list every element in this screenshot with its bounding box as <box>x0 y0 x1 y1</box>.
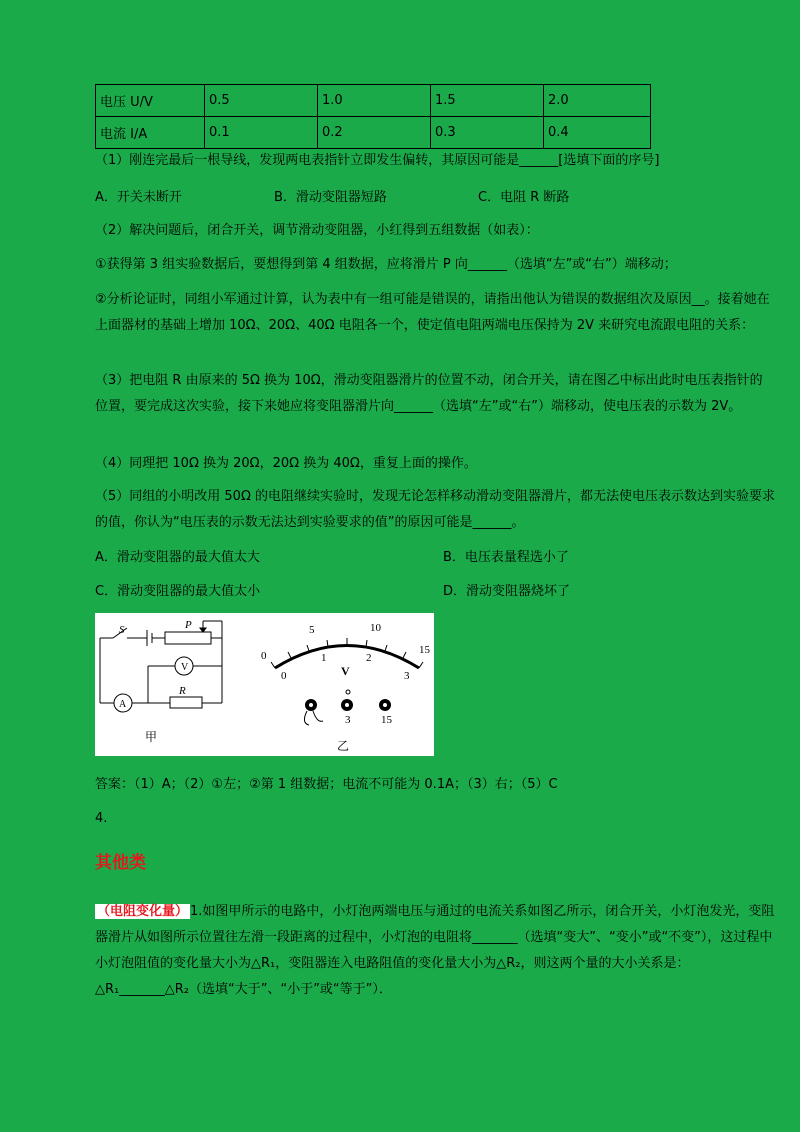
scale-bottom-1: 1 <box>321 652 327 664</box>
question-2-2: ②分析论证时，同组小军通过计算，认为表中有一组可能是错误的，请指出他认为错误的数据组次及原因__。接着她在上面器材的基础上增加 10Ω、20Ω、40Ω 电阻各一个，使定值电阻两端电压保持为 2V 来研究电流跟电阻的关系： <box>95 292 770 333</box>
question-1: （1）刚连完最后一根导线，发现两电表指针立即发生偏转，其原因可能是______[选填下面的序号] <box>95 153 660 168</box>
question-resistance-change <box>95 899 775 1003</box>
question-2: （2）解决问题后，闭合开关，调节滑动变阻器，小红得到五组数据（如表）： <box>95 223 539 238</box>
table-row <box>96 117 651 149</box>
q5-option-d: D．滑动变阻器烧坏了 <box>443 584 571 599</box>
terminal-15: 15 <box>381 714 392 726</box>
table-cell: 0.5 <box>205 85 318 117</box>
meter-v-label: V <box>341 664 350 678</box>
rheostat <box>165 632 211 644</box>
table-row <box>96 85 651 117</box>
scale-bottom-2: 2 <box>366 652 372 664</box>
table-cell: 0.4 <box>544 117 651 149</box>
table-cell: 0.2 <box>318 117 431 149</box>
scale-top-10: 10 <box>370 622 381 634</box>
scale-bottom-0: 0 <box>281 670 287 682</box>
q5-option-a: A．滑动变阻器的最大值太大 <box>95 550 260 565</box>
q1-option-c: C．电阻 R 断路 <box>478 190 570 205</box>
question-body: 1.如图甲所示的电路中，小灯泡两端电压与通过的电流关系如图乙所示，闭合开关，小灯泡发光，变阻器滑片从如图所示位置往左滑一段距离的过程中，小灯泡的电阻将_______（选填“变大”、“变小”或“不变”），这过程中小灯泡阻值的变化量大小为△R₁，变阻器连入电路阻值的变化量大小为△R₂，则这两个量的大小关系是：△R₁_______△R₂（选填“大于”、“小于”或“等于”）． <box>95 904 775 997</box>
table-cell: 电流 I/A <box>96 117 205 149</box>
scale-top-15: 15 <box>419 644 430 656</box>
question-3: （3）把电阻 R 由原来的 5Ω 换为 10Ω，滑动变阻器滑片的位置不动，闭合开关，请在图乙中标出此时电压表指针的位置，要完成这次实验，接下来她应将变阻器滑片向______（选填“左”或“右”）端移动，使电压表的示数为 2V。 <box>95 373 763 414</box>
circuit-and-meter-figure <box>95 613 434 756</box>
terminal-3: 3 <box>345 714 351 726</box>
question-5: （5）同组的小明改用 50Ω 的电阻继续实验时，发现无论怎样移动滑动变阻器滑片，都无法使电压表示数达到实验要求的值，你认为“电压表的示数无法达到实验要求的值”的原因可能是______。 <box>95 489 776 530</box>
q1-option-a: A．开关未断开 <box>95 190 182 205</box>
table-cell: 1.0 <box>318 85 431 117</box>
scale-top-5: 5 <box>309 624 315 636</box>
q1-option-b: B．滑动变阻器短路 <box>274 190 387 205</box>
answer-line: 答案：（1）A；（2）①左；②第 1 组数据；电流不可能为 0.1A；（3）右；（5）C <box>95 777 558 792</box>
switch-label: S <box>119 624 125 636</box>
table-cell: 1.5 <box>431 85 544 117</box>
q5-option-c: C．滑动变阻器的最大值太小 <box>95 584 261 599</box>
table-cell: 电压 U/V <box>96 85 205 117</box>
question-2-1: ①获得第 3 组实验数据后，要想得到第 4 组数据，应将滑片 P 向______（选填“左”或“右”）端移动； <box>95 257 677 272</box>
table-cell: 0.1 <box>205 117 318 149</box>
question-4: （4）同理把 10Ω 换为 20Ω，20Ω 换为 40Ω，重复上面的操作。 <box>95 456 477 471</box>
table-cell: 0.3 <box>431 117 544 149</box>
ammeter-label: A <box>119 699 127 710</box>
resistor-label: R <box>179 685 186 697</box>
question-tag: （电阻变化量） <box>97 904 189 919</box>
scale-bottom-3: 3 <box>404 670 410 682</box>
item-number: 4. <box>95 811 108 826</box>
slider-label: P <box>185 619 192 631</box>
data-table <box>95 84 651 149</box>
section-heading: 其他类 <box>95 853 146 873</box>
scale-top-0: 0 <box>261 650 267 662</box>
figure-label-yi: 乙 <box>337 739 350 753</box>
figure-label-jia: 甲 <box>145 730 158 744</box>
resistor <box>170 697 202 708</box>
table-cell: 2.0 <box>544 85 651 117</box>
voltmeter-label: V <box>181 662 189 673</box>
q5-option-b: B．电压表量程选小了 <box>443 550 569 565</box>
